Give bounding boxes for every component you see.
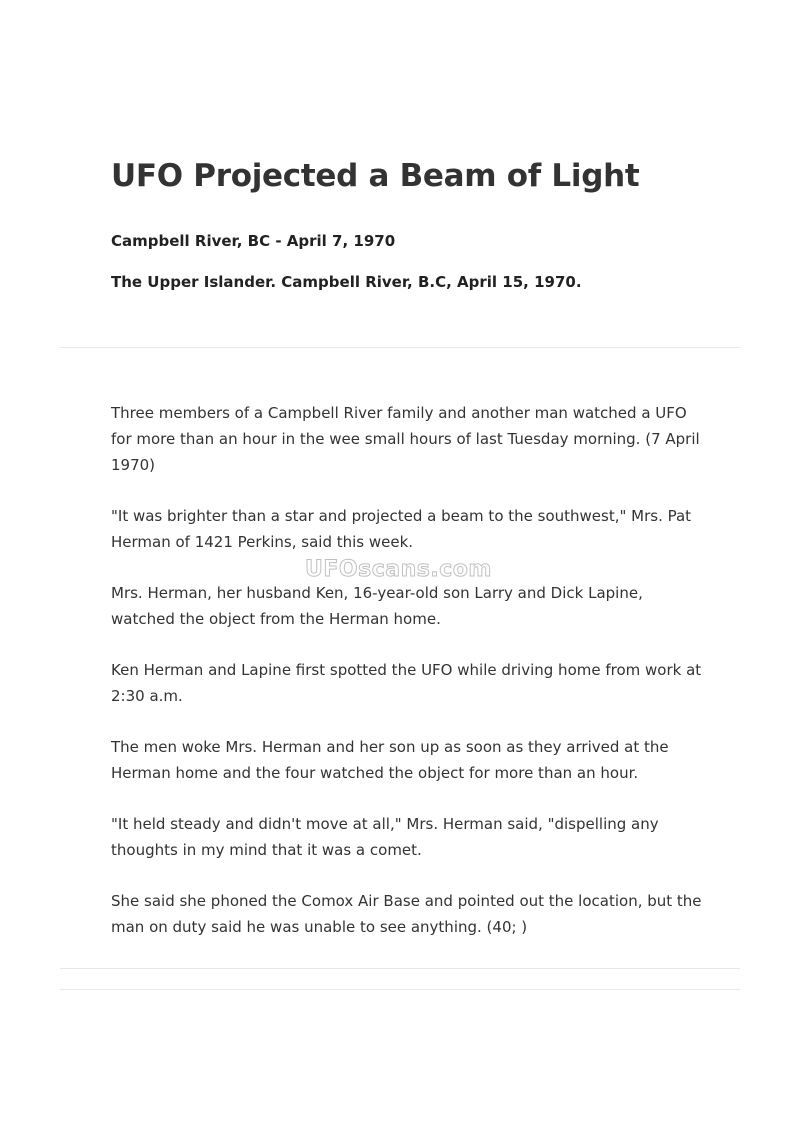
- article-paragraph-7: She said she phoned the Comox Air Base and pointed out the location, but the man on duty said he was unable to see anything. (40; ): [111, 892, 702, 936]
- article-paragraph-4: Ken Herman and Lapine first spotted the UFO while driving home from work at 2:30 a.m.: [111, 661, 702, 705]
- location-date-subheading: Campbell River, BC - April 7, 1970: [111, 232, 396, 250]
- bottom-divider-2: [60, 989, 740, 990]
- article-paragraph-5: The men woke Mrs. Herman and her son up as soon as they arrived at the Herman home and the four watched the object for more than an hour.: [111, 738, 669, 782]
- top-divider: [60, 347, 740, 348]
- article-paragraph-1: Three members of a Campbell River family and another man watched a UFO for more than an hour in the wee small hours of last Tuesday morning. (7 April 1970): [111, 404, 700, 474]
- page-title: UFO Projected a Beam of Light: [111, 158, 640, 194]
- source-subheading: The Upper Islander. Campbell River, B.C, April 15, 1970.: [111, 273, 582, 291]
- article-body: [111, 400, 711, 965]
- site-watermark: UFOscans.com: [305, 557, 492, 582]
- article-paragraph-3: Mrs. Herman, her husband Ken, 16-year-old son Larry and Dick Lapine, watched the object from the Herman home.: [111, 584, 643, 628]
- article-paragraph-6: "It held steady and didn't move at all," Mrs. Herman said, "dispelling any thoughts in my mind that it was a comet.: [111, 815, 659, 859]
- article-paragraph-2: "It was brighter than a star and projected a beam to the southwest," Mrs. Pat Herman of 1421 Perkins, said this week.: [111, 507, 692, 551]
- bottom-divider-1: [60, 968, 740, 969]
